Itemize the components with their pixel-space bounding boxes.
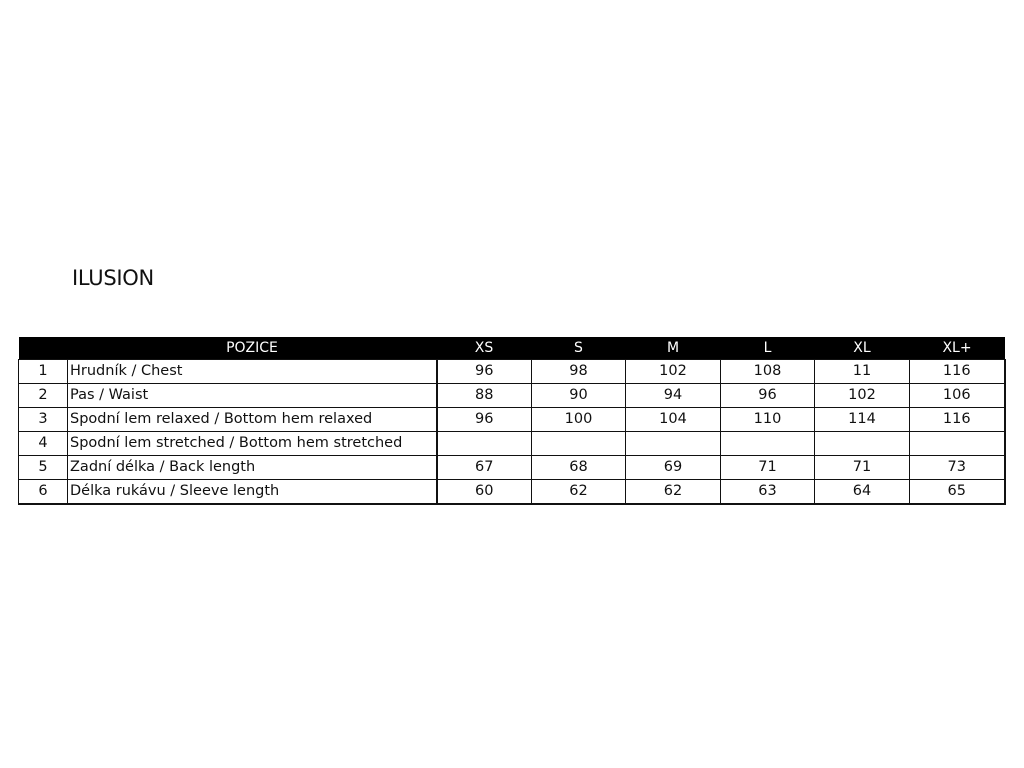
cell-m [626, 432, 721, 456]
cell-m: 94 [626, 384, 721, 408]
cell-xs: 60 [437, 480, 532, 505]
row-number: 2 [19, 384, 68, 408]
row-measure-name: Spodní lem stretched / Bottom hem stretched [68, 432, 437, 456]
row-number: 4 [19, 432, 68, 456]
cell-l: 110 [721, 408, 815, 432]
cell-m: 69 [626, 456, 721, 480]
cell-l [721, 432, 815, 456]
cell-xs: 96 [437, 360, 532, 384]
row-number: 5 [19, 456, 68, 480]
header-size-xl-plus: XL+ [910, 337, 1005, 360]
table-row [19, 456, 1005, 480]
row-number: 6 [19, 480, 68, 505]
row-measure-name: Hrudník / Chest [68, 360, 437, 384]
header-position: POZICE [68, 337, 437, 360]
cell-xl-plus: 73 [910, 456, 1005, 480]
table-row [19, 408, 1005, 432]
page-title: ILUSION [72, 266, 154, 290]
cell-l: 71 [721, 456, 815, 480]
cell-xs: 88 [437, 384, 532, 408]
table-row [19, 480, 1005, 505]
row-measure-name: Spodní lem relaxed / Bottom hem relaxed [68, 408, 437, 432]
row-measure-name: Délka rukávu / Sleeve length [68, 480, 437, 505]
cell-s [532, 432, 626, 456]
cell-m: 102 [626, 360, 721, 384]
cell-m: 104 [626, 408, 721, 432]
header-size-m: M [626, 337, 721, 360]
header-size-xl: XL [815, 337, 910, 360]
table-row [19, 384, 1005, 408]
cell-xs [437, 432, 532, 456]
cell-l: 63 [721, 480, 815, 505]
cell-xl-plus: 65 [910, 480, 1005, 505]
cell-xl: 64 [815, 480, 910, 505]
cell-s: 90 [532, 384, 626, 408]
cell-xs: 67 [437, 456, 532, 480]
header-size-xs: XS [437, 337, 532, 360]
cell-l: 96 [721, 384, 815, 408]
cell-l: 108 [721, 360, 815, 384]
cell-xl-plus [910, 432, 1005, 456]
cell-s: 68 [532, 456, 626, 480]
cell-s: 98 [532, 360, 626, 384]
table-header-row [19, 337, 1005, 360]
cell-xl: 71 [815, 456, 910, 480]
cell-xl-plus: 116 [910, 360, 1005, 384]
cell-xl: 11 [815, 360, 910, 384]
cell-s: 100 [532, 408, 626, 432]
cell-m: 62 [626, 480, 721, 505]
cell-xl-plus: 116 [910, 408, 1005, 432]
row-measure-name: Zadní délka / Back length [68, 456, 437, 480]
cell-s: 62 [532, 480, 626, 505]
cell-xl: 114 [815, 408, 910, 432]
row-number: 3 [19, 408, 68, 432]
row-measure-name: Pas / Waist [68, 384, 437, 408]
table-row [19, 360, 1005, 384]
table-row [19, 432, 1005, 456]
cell-xl [815, 432, 910, 456]
size-table [18, 337, 1006, 505]
cell-xs: 96 [437, 408, 532, 432]
header-size-l: L [721, 337, 815, 360]
cell-xl-plus: 106 [910, 384, 1005, 408]
row-number: 1 [19, 360, 68, 384]
header-number [19, 337, 68, 360]
header-size-s: S [532, 337, 626, 360]
cell-xl: 102 [815, 384, 910, 408]
